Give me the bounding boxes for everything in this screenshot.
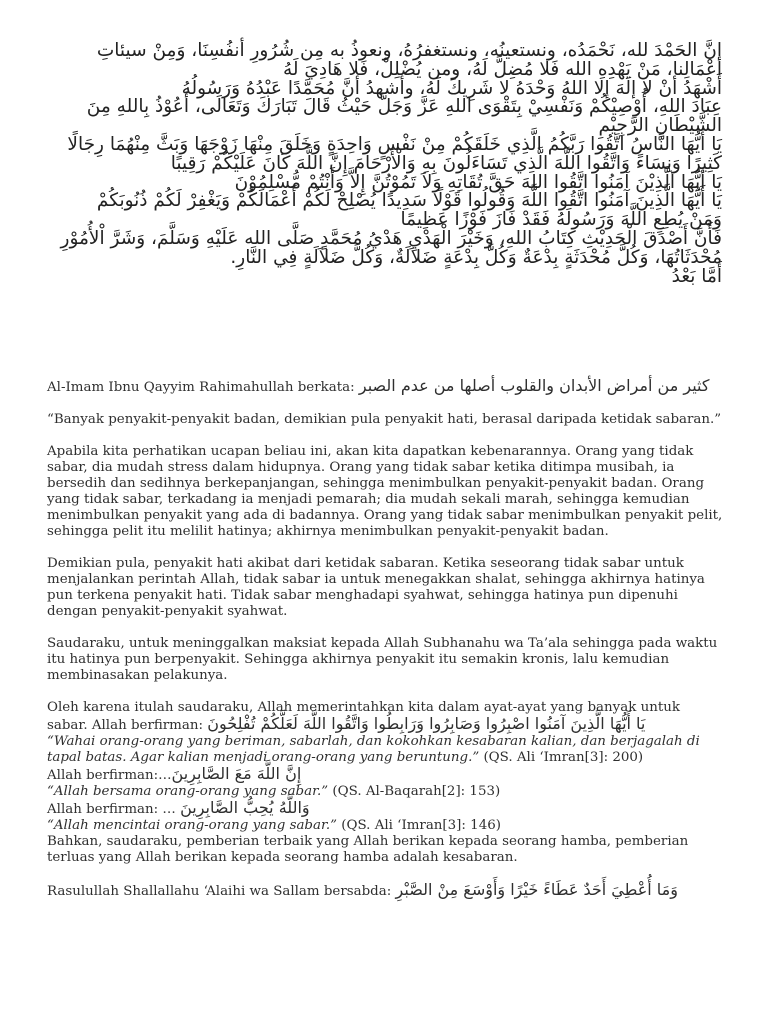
verse-reference: (QS. Ali ‘Imran[3]: 200) — [483, 750, 644, 765]
khutbah-line: عِبَادَ اللهِ، أُوْصِيْكُمْ وَنَفْسِيْ بِتَقْوَى اللهِ عَزَّ وَجَلَّ حَيْثُ قَالَ تَبَارَكَ وَتَعَالَى، أَعُوْذُ بِاللهِ مِنَ الشَّيْطَانِ الرَّجِيْمِ — [86, 96, 722, 137]
article-body — [47, 378, 723, 916]
khutbah-line: أَمَّا بَعْدُ — [671, 265, 722, 287]
paragraph: Oleh karena itulah saudaraku, Allah memerintahkan kita dalam ayat-ayat yang banyak untuk sabar. Allah berfirman: — [47, 700, 680, 733]
paragraph: Demikian pula, penyakit hati akibat dari ketidak sabaran. Ketika seseorang tidak sabar untuk menjalankan perintah Allah, tidak sabar ia untuk menegakkan shalat, sehingga akhirnya hatinya pun terkena penyakit hati. Tidak sabar menghadapi syahwat, sehingga hatinya pun dipenuhi dengan penyakit-penyakit syahwat. — [47, 556, 705, 619]
verse-translation: “Allah bersama orang-orang yang sabar.” — [47, 784, 329, 799]
allah-berfirman: Allah berfirman:… — [47, 768, 172, 783]
hadith — [47, 882, 723, 900]
paragraph: Apabila kita perhatikan ucapan beliau ini, akan kita dapatkan kebenarannya. Orang yang tidak sabar, dia mudah stress dalam hidupnya. Orang yang tidak sabar ketika ditimpa musibah, ia bersedih dan sedihnya berkepanjangan, sehingga menimbulkan penyakit-penyakit badan. Orang yang tidak sabar, terkadang ia menjadi pemarah; dia mudah sekali marah, sehingga kemudian menimbulkan penyakit yang ada di badannya. Orang yang tidak sabar menimbulkan penyakit pelit, sehingga pelit itu melilit hatinya; akhirnya menimbulkan penyakit-penyakit badan. — [47, 444, 723, 539]
khutbah-line: فَأَنَّ أَصْدَقَ الْحَدِيْثِ كِتَابُ اللهِ، وَخَيْرَ الْهَدْيِ هَدْيُ مُحَمَّدٍ صَلَّى الله عَلَيْهِ وَسَلَّمَ، وَشَرَّ اْلأُمُوْرِ مُحْدَثَاتُهَا، وَكُلَّ مُحْدَثَةٍ بِدْعَةٌ وَكُلَّ بِدْعَةٍ ضَلاَلَةٌ، وَكُلَّ ضَلاَلَةٍ فِي النَّارِ. — [60, 227, 722, 268]
verse-arabic: يَا أَيُّهَا الَّذِينَ آمَنُوا اصْبِرُوا وَصَابِرُوا وَرَابِطُوا وَاتَّقُوا اللَّهَ لَعَلَّكُمْ تُفْلِحُونَ — [207, 714, 646, 733]
khutbah-line: يَا أَيُّهَا الَّذِيْنَ آمَنُوا اتَّقُوا اللهَ حَقَّ تُقَاتِهِ وَلاَ تَمُوْتُنَّ إِلاَّ وَأَنْتُمْ مُّسْلِمُوْنَ — [234, 171, 722, 193]
quote-intro: Al-Imam Ibnu Qayyim Rahimahullah berkata: — [47, 380, 355, 395]
khutbah-line: يَا أَيُّهَا النَّاسُ اتَّقُوا رَبَّكُمُ الَّذِي خَلَقَكُمْ مِنْ نَفْسٍ وَاحِدَةٍ وَخَلَقَ مِنْهَا زَوْجَهَا وَبَثَّ مِنْهُمَا رِجَالًا كَثِيرًا وَنِسَاءً وَاتَّقُوا اللَّهَ الَّذِي تَسَاءَلُونَ بِهِ وَالْأَرْحَامَ إِنَّ اللَّهَ كَانَ عَلَيْكُمْ رَقِيبًا — [67, 133, 722, 174]
khutbah-line: يَا أَيُّهَا الَّذِينَ آمَنُوا اتَّقُوا اللَّهَ وَقُولُوا قَوْلًا سَدِيدًا يُصْلِحْ لَكُمْ أَعْمَالَكُمْ وَيَغْفِرْ لَكُمْ ذُنُوبَكُمْ وَمَنْ يُطِعِ اللَّهَ وَرَسُولَهُ فَقَدْ فَازَ فَوْزًا عَظِيمًا — [96, 190, 722, 231]
allah-berfirman: Allah berfirman: … — [47, 802, 176, 817]
quote-arabic: كثير من أمراض الأبدان والقلوب أصلها من عدم الصبر — [358, 376, 710, 395]
verse-translation: “Allah mencintai orang-orang yang sabar.” — [47, 818, 338, 833]
verse-reference: (QS. Al-Baqarah[2]: 153) — [332, 784, 501, 799]
quote-translation: “Banyak penyakit-penyakit badan, demikian pula penyakit hati, berasal daripada ketidak sabaran.” — [47, 412, 722, 427]
verse-reference: (QS. Ali ‘Imran[3]: 146) — [341, 818, 501, 833]
verse-arabic: وَاللَّهُ يُحِبُّ الصَّابِرِينَ — [180, 798, 310, 817]
khutbah-line: أَشْهَدُ أنْ لا إلَهَ إلا اللهُ وَحْدَهُ لا شَرِيكَ لَهُ، وأشهدُ أنَّ مُحَمَّدًا عَبْدُهُ وَرَسُولُهُ — [181, 77, 722, 99]
khutbah-opening — [60, 42, 722, 286]
hadith-intro: Rasulullah Shallallahu ‘Alaihi wa Sallam bersabda: — [47, 884, 392, 899]
paragraph: Bahkan, saudaraku, pemberian terbaik yang Allah berikan kepada seorang hamba, pemberian terluas yang Allah berikan kepada seorang hamba adalah kesabaran. — [47, 834, 689, 865]
verses-section — [47, 700, 723, 866]
khutbah-line: إنَّ الحَمْدَ لله، نَحْمَدُه، ونستعينُه، ونستغفرُهُ، ونعوذُ به مِن شُرُورِ أنفُسِنَا، وَمِنْ سيئاتِ أعْمَالِنا، مَنْ يَهْدِهِ الله فَلا مُضِلَّ لَهُ، ومن يُضْلِلْ، فَلا هَادِيَ لَهُ — [96, 40, 722, 80]
hadith-arabic: وَمَا أُعْطِيَ أَحَدٌ عَطَاءً خَيْرًا وَأَوْسَعَ مِنْ الصَّبْرِ — [395, 880, 678, 899]
ibnu-qayyim-quote — [47, 378, 723, 396]
verse-arabic: إِنَّ اللَّهَ مَعَ الصَّابِرِينَ — [171, 764, 302, 783]
paragraph: Saudaraku, untuk meninggalkan maksiat kepada Allah Subhanahu wa Ta’ala sehingga pada waktu itu hatinya pun berpenyakit. Sehingga akhirnya penyakit itu semakin kronis, lalu kemudian membinasakan pelakunya. — [47, 636, 718, 683]
verse-translation: “Wahai orang-orang yang beriman, sabarlah, dan kokohkan kesabaran kalian, dan berjagalah di tapal batas. Agar kalian menjadi orang-orang yang beruntung.” — [47, 734, 700, 765]
